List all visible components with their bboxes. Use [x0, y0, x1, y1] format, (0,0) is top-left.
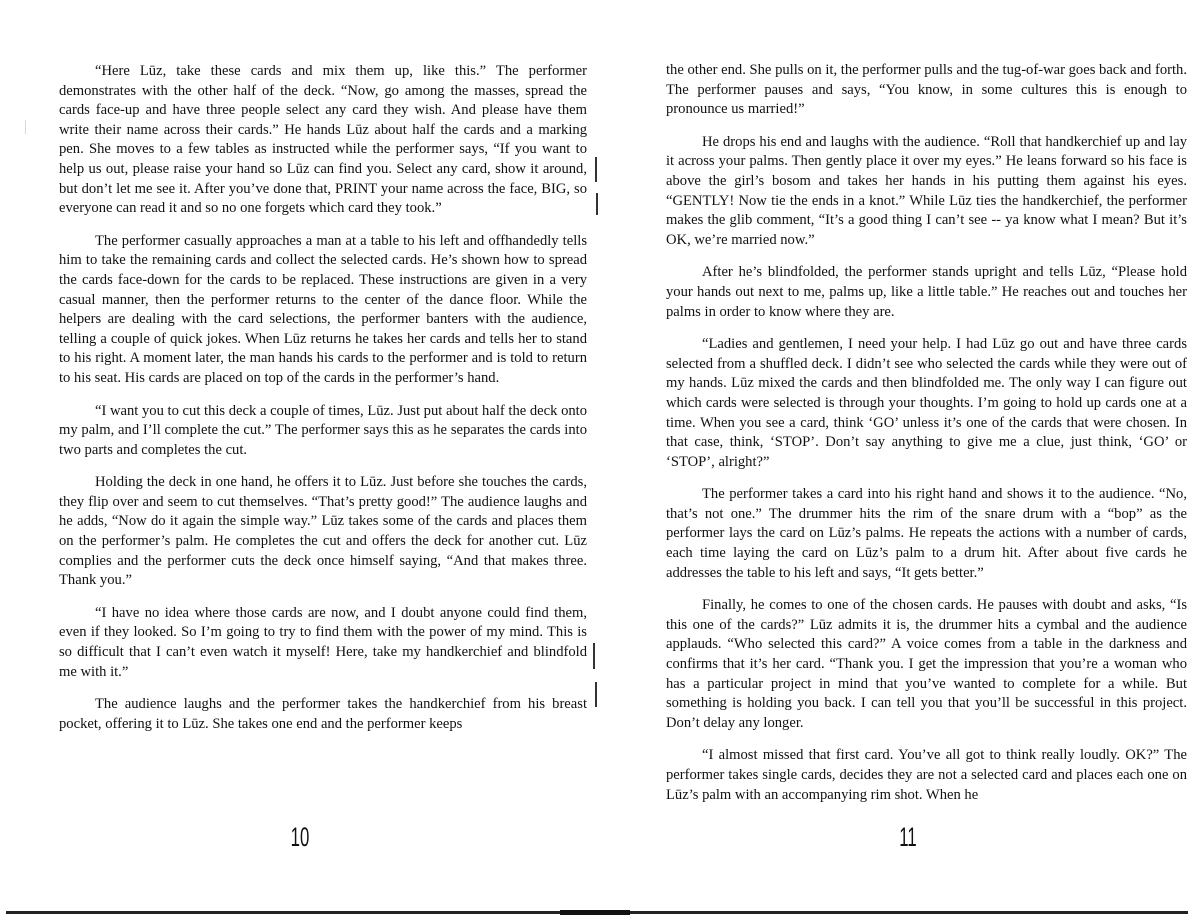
- page-number: 10: [290, 822, 310, 852]
- gutter-scan-mark: [595, 682, 597, 707]
- bottom-scan-edge-thick: [560, 910, 630, 915]
- gutter-scan-mark: [596, 193, 598, 215]
- scan-artifact: [25, 120, 26, 134]
- paragraph: “I have no idea where those cards are now, and I doubt anyone could find them, even if they looked. So I’m going to try to find them with the power of my mind. This is so difficult that I can’t even watch it myself! Here, take my handkerchief and blindfold me with it.”: [59, 604, 587, 680]
- right-page-text: [666, 61, 1187, 818]
- paragraph: The audience laughs and the performer takes the handkerchief from his breast pocket, offering it to Lūz. She takes one end and the performer keeps: [59, 696, 587, 732]
- paragraph: “Ladies and gentlemen, I need your help. I had Lūz go out and have three cards selected from a shuffled deck. I didn’t see who selected the cards while they were out of my hands. Lūz mixed the cards and then blindfolded me. The only way I can figure out which cards were selected is through your thoughts. I’m going to hold up cards one at a time. When you see a card, think ‘GO’ unless it’s one of the cards that were chosen. In that case, think, ‘STOP’. Don’t say anything to give me a clue, just think, ‘GO’ or ‘STOP’, alright?”: [666, 336, 1187, 470]
- paragraph: He drops his end and laughs with the audience. “Roll that handkerchief up and lay it across your palms. Then gently place it over my eyes.” He leans forward so his face is above the girl’s bosom and takes her hands in his putting them against his eyes. “GENTLY! Now tie the ends in a knot.” While Lūz ties the handkerchief, the performer makes the glib comment, “It’s a good thing I can’t see -- ya know what I mean? But it’s OK, we’re married now.”: [666, 133, 1187, 248]
- paragraph: “Here Lūz, take these cards and mix them up, like this.” The performer demonstrates with the other half of the deck. “Now, go among the masses, spread the cards face-up and have three people select any card they wish. And please have them write their name across their cards.” He hands Lūz about half the cards and a marking pen. She moves to a few tables as instructed while the performer says, “If you want to help us out, please raise your hand so Lūz can find you. Select any card, show it around, but don’t let me see it. After you’ve done that, PRINT your name across the face, BIG, so everyone can read it and so no one forgets which card they took.”: [59, 63, 587, 217]
- right-page: [600, 0, 1191, 922]
- paragraph: Finally, he comes to one of the chosen cards. He pauses with doubt and asks, “Is this one of the cards?” Lūz admits it is, the drummer hits a cymbal and the audience applauds. “Who selected this card?” A voice comes from a table in the darkness and confirms that it’s her card. “Thank you. I get the impression that you’re a woman who has a particular project in mind that you’ve wanted to complete for a while. But something is holding you back. I can tell you that you’ll be successful in this project. Don’t delay any longer.: [666, 597, 1187, 731]
- paragraph: “I almost missed that first card. You’ve all got to think really loudly. OK?” The performer takes single cards, decides they are not a selected card and places each one on Lūz’s palm with an accompanying rim shot. When he: [666, 747, 1187, 803]
- gutter-scan-mark: [595, 157, 597, 182]
- page-number: 11: [899, 822, 917, 852]
- paragraph: Holding the deck in one hand, he offers it to Lūz. Just before she touches the cards, they flip over and seem to cut themselves. “That’s pretty good!” The audience laughs and he adds, “Now do it again the simple way.” Lūz takes some of the cards and places them on the performer’s palm. He completes the cut and offers the deck for another cut. Lūz complies and the performer cuts the deck once himself saying, “And that makes three. Thank you.”: [59, 474, 587, 589]
- paragraph: “I want you to cut this deck a couple of times, Lūz. Just put about half the deck onto my palm, and I’ll complete the cut.” The performer says this as he separates the cards into two parts and completes the cut.: [59, 402, 588, 458]
- left-page-text: [59, 62, 587, 747]
- paragraph: The performer takes a card into his right hand and shows it to the audience. “No, that’s not one.” The drummer hits the rim of the snare drum with a “bop” as the performer lays the card on Lūz’s palms. He repeats the actions with a number of cards, each time laying the card on Lūz’s palm to a drum hit. After about five cards he addresses the table to his left and says, “It gets better.”: [666, 486, 1187, 581]
- paragraph: The performer casually approaches a man at a table to his left and offhandedly tells him to take the remaining cards and collect the selected cards. He’s shown how to spread the cards face-down for the cards to be replaced. These instructions are given in a very casual manner, then the performer returns to the center of the dance floor. While the helpers are dealing with the card selections, the performer banters with the audience, telling a couple of quick jokes. When Lūz returns he takes her cards and tells her to stand to his right. A moment later, the man hands his cards to the performer and is told to return to his seat. His cards are placed on top of the cards in the performer’s hand.: [59, 232, 587, 386]
- gutter-scan-mark: [593, 643, 595, 669]
- paragraph: After he’s blindfolded, the performer stands upright and tells Lūz, “Please hold your hands out next to me, palms up, like a little table.” He reaches out and touches her palms in order to know where they are.: [666, 264, 1187, 320]
- paragraph-continuation: the other end. She pulls on it, the performer pulls and the tug-of-war goes back and forth. The performer pauses and says, “You know, in some cultures this is enough to pronounce us married!”: [666, 62, 1187, 118]
